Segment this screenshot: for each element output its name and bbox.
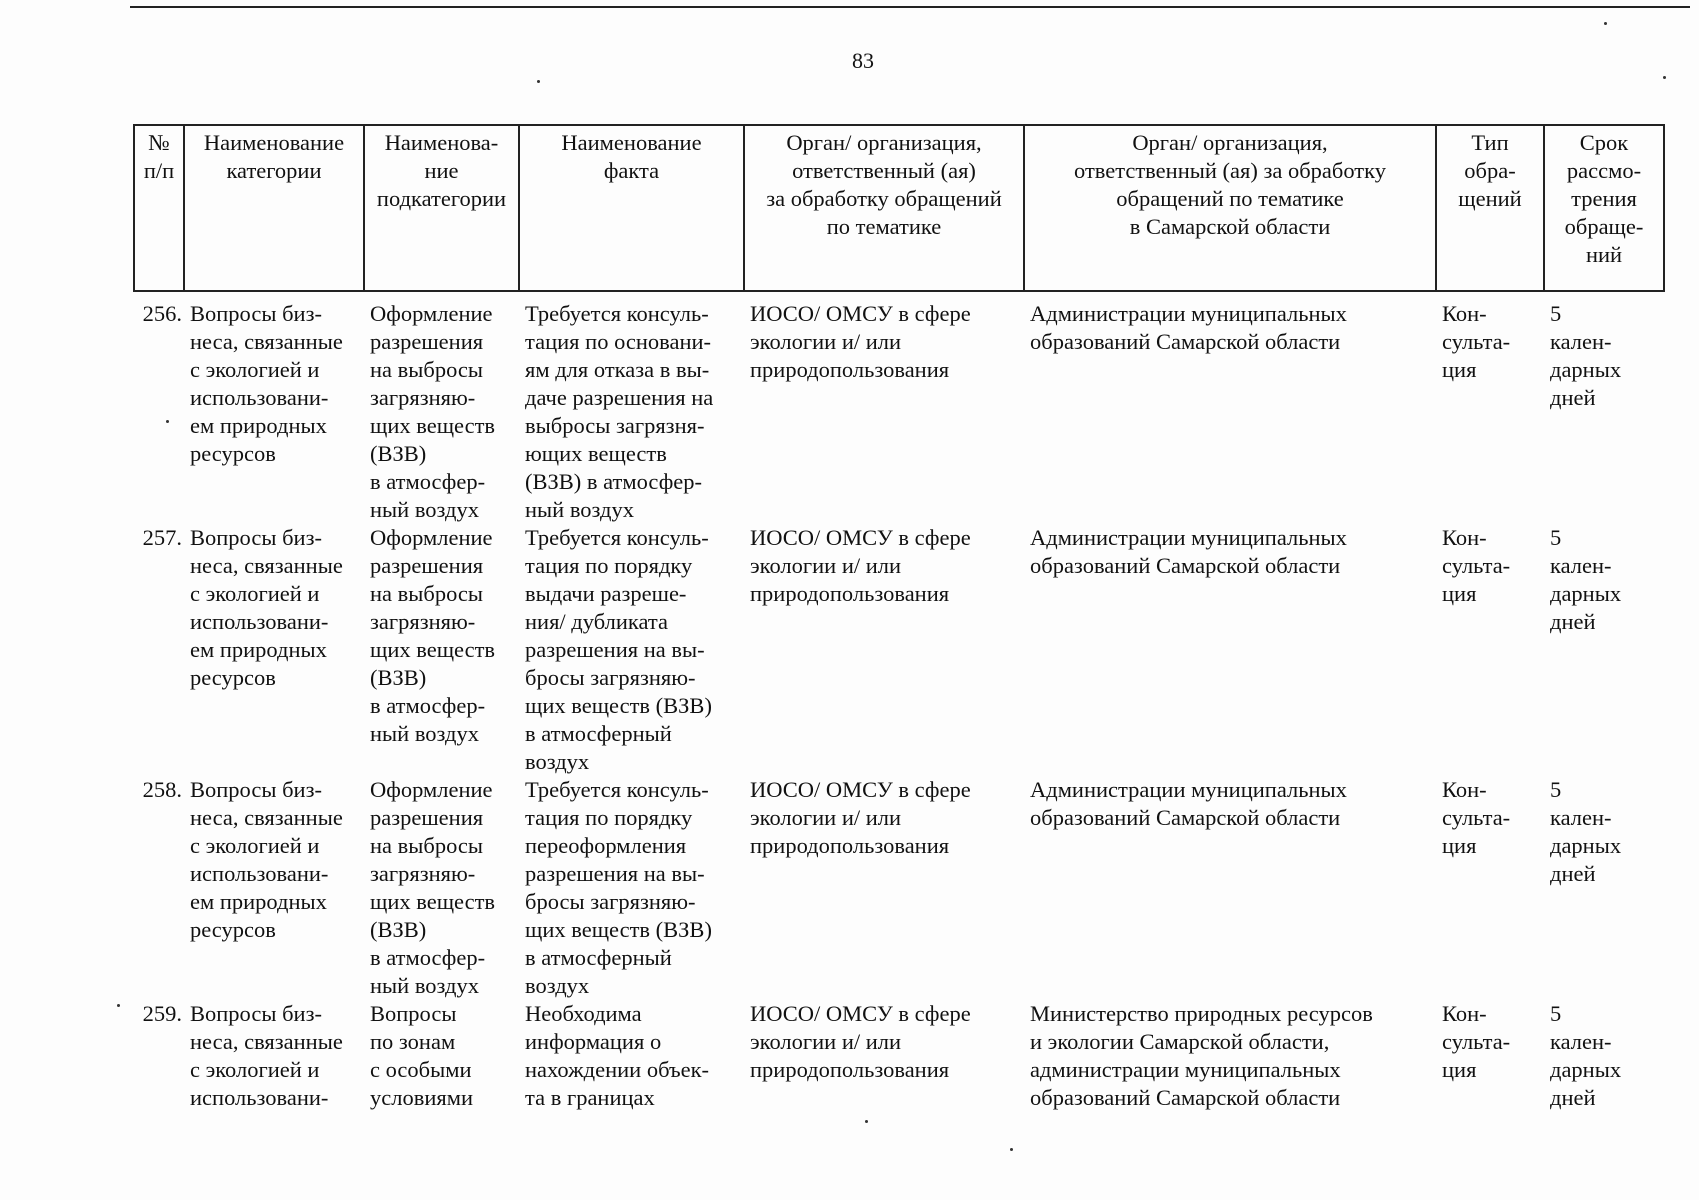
row-subcategory: Оформление разрешения на выбросы загрязняю- щих веществ (ВЗВ) в атмосфер- ный воздух — [370, 525, 496, 746]
page-number: 83 — [852, 48, 874, 73]
table-row — [134, 776, 1664, 1000]
header-num: № п/п — [134, 125, 184, 291]
row-term: 5 кален- дарных дней — [1550, 1001, 1622, 1110]
row-category: Вопросы биз- неса, связанные с экологией и использовани- ем природных ресурсов — [190, 777, 343, 942]
row-category: Вопросы биз- неса, связанные с экологией и использовани- ем природных ресурсов — [190, 525, 343, 690]
scan-speck — [166, 420, 169, 423]
header-subcategory: Наименова- ние подкатегории — [364, 125, 519, 291]
row-org-region: Министерство природных ресурсов и экологии Самарской области, администрации муниципальных образований Самарской области — [1030, 1001, 1373, 1110]
header-term: Срок рассмо- трения обраще- ний — [1544, 125, 1664, 291]
row-type: Кон- сульта- ция — [1442, 525, 1511, 606]
row-number: 257. — [142, 525, 182, 550]
top-rule — [130, 6, 1690, 8]
row-number: 258. — [142, 777, 182, 802]
scan-speck — [117, 1004, 120, 1007]
row-org-region: Администрации муниципальных образований Самарской области — [1030, 525, 1347, 578]
row-org-region: Администрации муниципальных образований Самарской области — [1030, 777, 1347, 830]
row-term: 5 кален- дарных дней — [1550, 301, 1622, 410]
scan-speck — [1604, 22, 1607, 25]
row-org-region: Администрации муниципальных образований Самарской области — [1030, 301, 1347, 354]
document-table — [133, 124, 1665, 1112]
header-org: Орган/ организация, ответственный (ая) за обработку обращений по тематике — [744, 125, 1024, 291]
row-type: Кон- сульта- ция — [1442, 1001, 1511, 1082]
row-fact: Требуется консуль- тация по основани- ям для отказа в вы- даче разрешения на выбросы загрязня- ющих веществ (ВЗВ) в атмосфер- ный воздух — [525, 301, 714, 522]
row-subcategory: Оформление разрешения на выбросы загрязняю- щих веществ (ВЗВ) в атмосфер- ный воздух — [370, 301, 496, 522]
header-org-region: Орган/ организация, ответственный (ая) за обработку обращений по тематике в Самарской области — [1024, 125, 1436, 291]
row-number: 259. — [142, 1001, 182, 1026]
row-fact: Требуется консуль- тация по порядку переоформления разрешения на вы- бросы загрязняю- щих веществ (ВЗВ) в атмосферный воздух — [525, 777, 712, 998]
row-number: 256. — [142, 301, 182, 326]
row-org: ИОСО/ ОМСУ в сфере экологии и/ или природопользования — [750, 777, 971, 858]
row-fact: Требуется консуль- тация по порядку выдачи разреше- ния/ дубликата разрешения на вы- бросы загрязняю- щих веществ (ВЗВ) в атмосферный воздух — [525, 525, 712, 774]
row-category: Вопросы биз- неса, связанные с экологией и использовани- — [190, 1001, 343, 1110]
spacer-cell — [134, 291, 1664, 300]
header-fact: Наименование факта — [519, 125, 744, 291]
scan-speck — [865, 1120, 868, 1123]
row-category: Вопросы биз- неса, связанные с экологией и использовани- ем природных ресурсов — [190, 301, 343, 466]
row-type: Кон- сульта- ция — [1442, 301, 1511, 382]
table-row — [134, 300, 1664, 524]
header-row — [134, 125, 1664, 291]
scan-speck — [1663, 76, 1666, 79]
row-type: Кон- сульта- ция — [1442, 777, 1511, 858]
row-subcategory: Вопросы по зонам с особыми условиями — [370, 1001, 474, 1110]
row-org: ИОСО/ ОМСУ в сфере экологии и/ или природопользования — [750, 1001, 971, 1082]
table-header — [134, 125, 1664, 291]
table-row — [134, 1000, 1664, 1112]
header-category: Наименование категории — [184, 125, 364, 291]
row-subcategory: Оформление разрешения на выбросы загрязняю- щих веществ (ВЗВ) в атмосфер- ный воздух — [370, 777, 496, 998]
table-body — [134, 291, 1664, 1112]
row-term: 5 кален- дарных дней — [1550, 777, 1622, 886]
row-org: ИОСО/ ОМСУ в сфере экологии и/ или природопользования — [750, 301, 971, 382]
scan-speck — [1010, 1148, 1013, 1151]
header-type: Тип обра- щений — [1436, 125, 1544, 291]
row-org: ИОСО/ ОМСУ в сфере экологии и/ или природопользования — [750, 525, 971, 606]
row-fact: Необходима информация о нахождении объек- та в границах — [525, 1001, 710, 1110]
row-term: 5 кален- дарных дней — [1550, 525, 1622, 634]
spacer-row — [134, 291, 1664, 300]
scan-speck — [537, 80, 540, 83]
table-row — [134, 524, 1664, 776]
